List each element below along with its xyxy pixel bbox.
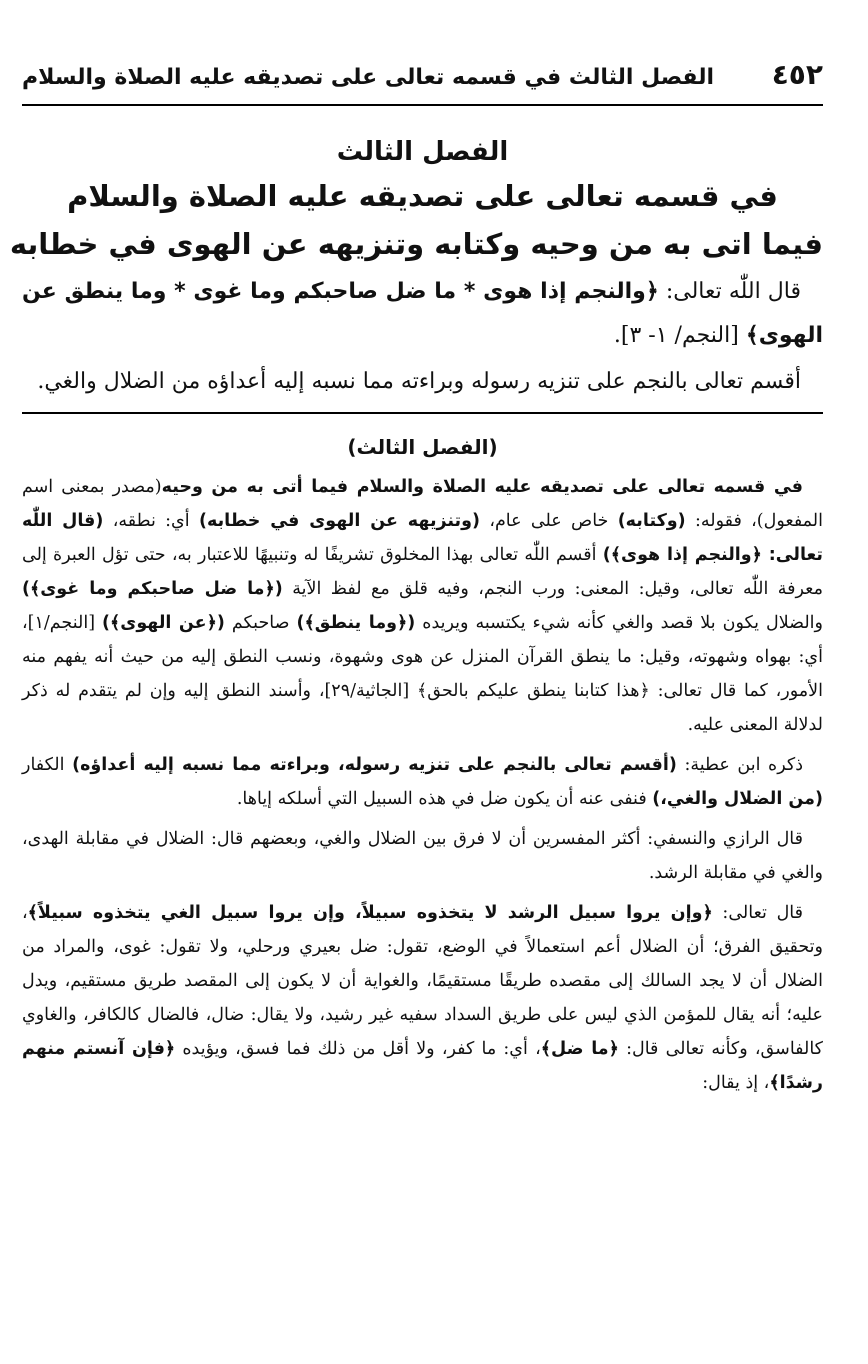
page-header [22, 48, 823, 106]
running-title: الفصل الثالث في قسمه تعالى على تصديقه عليه الصلاة والسلام [22, 65, 715, 90]
commentary-text: في قسمه تعالى على تصديقه عليه الصلاة والسلام فيما أتى به من وحيه [161, 477, 803, 497]
verse-quote: ﴿والنجم إذا هوى * ما ضل صاحبكم وما غوى * وما ينطق عن الهوى﴾ [22, 279, 823, 348]
commentary-text: (﴿عن الهوى﴾) [102, 613, 225, 633]
commentary-text: (مصدر بمعنى اسم المفعول)، فقوله: [22, 477, 823, 531]
commentary-paragraph-3: قال الرازي والنسفي: أكثر المفسرين أن لا فرق بين الضلال والغي، وبعضهم قال: الضلال في مقابلة الهدى، والغي في مقابلة الرشد. [22, 829, 823, 883]
commentary-text: والضلال يكون بلا قصد والغي كأنه شيء يكتسبه ويريده [415, 613, 823, 633]
commentary-text: (وتنزيهه عن الهوى في خطابه) [198, 511, 480, 531]
page-number: ٤٥٢ [771, 58, 823, 91]
commentary-text: أي: نطقه، [103, 511, 199, 531]
commentary-text: ﴿وإن يروا سبيل الرشد لا يتخذوه سبيلاً، وإن يروا سبيل الغي يتخذوه سبيلاً﴾ [27, 903, 713, 923]
commentary-text: خاص على عام، [480, 511, 618, 531]
verse-reference: [النجم/ ١- ٣]. [613, 323, 746, 348]
commentary-text: قال تعالى: [712, 903, 803, 923]
commentary-text: ، أي: ما كفر، ولا أقل من ذلك فما فسق، ويؤيده [175, 1039, 541, 1059]
commentary-text: ﴿ما ضل﴾ [540, 1039, 619, 1059]
chapter-title-line1: في قسمه تعالى على تصديقه عليه الصلاة والسلام [67, 179, 778, 213]
commentary-heading: (الفصل الثالث) [347, 435, 498, 459]
commentary-text: فنفى عنه أن يكون ضل في هذه السبيل التي أسلكه إياها. [236, 789, 653, 809]
main-paragraph-2: أقسم تعالى بالنجم على تنزيه رسوله وبراءته مما نسبه إليه أعداؤه من الضلال والغي. [37, 369, 801, 394]
commentary-text: ﴿فإن آنستم منهم رشدًا﴾ [22, 1039, 823, 1093]
main-paragraph-1 [22, 270, 823, 358]
commentary-paragraph-4 [22, 896, 823, 1100]
commentary-text: (أقسم تعالى بالنجم على تنزيه رسوله، وبراءته مما نسبه إليه أعداؤه) [72, 755, 677, 775]
commentary-paragraph-2 [22, 748, 823, 816]
chapter-label: الفصل الثالث [336, 137, 509, 167]
commentary-text: (وكتابه) [617, 511, 686, 531]
page [9, 48, 824, 1100]
commentary-text: ، وتحقيق الفرق؛ أن الضلال أعم استعمالاً في الوضع، تقول: ضل بعيري ورحلي، ولا تقول: غوى، والمراد من الضلال أن لا يجد السالك إلى مقصده طريقًا مستقيمًا، والغواية أن لا يكون إلى المقصد طريق مستقيم، ويدل عليه؛ أنه يقال للمؤمن الذي ليس على طريق السداد سفيه غير رشيد، ولا يقال: ضال، فالضال كالكافر، والغاوي كالفاسق، وكأنه تعالى قال: [22, 903, 823, 1059]
commentary-text: (﴿ما ضل صاحبكم وما غوى﴾) [22, 579, 283, 599]
commentary-text: (﴿وما ينطق﴾) [296, 613, 416, 633]
chapter-title-line2: فيما اتى به من وحيه وكتابه وتنزيهه عن الهوى في خطابه [9, 227, 823, 261]
commentary-text: ذكره ابن عطية: [676, 755, 803, 775]
commentary-paragraph-1 [22, 470, 823, 742]
commentary-text: صاحبكم [224, 613, 297, 633]
commentary-text: أقسم اللّٰه تعالى بهذا المخلوق تشريفًا له وتنبيهًا للاعتبار به، حتى تؤل العبرة إلى معرفة اللّٰه تعالى، وقيل: المعنى: ورب النجم، وفيه قلق مع لفظ الآية [22, 545, 824, 599]
footnote-divider [22, 412, 823, 414]
commentary-text: (من الضلال والغي،) [652, 789, 823, 809]
commentary-text: [النجم/١]، أي: بهواه وشهوته، وقيل: ما ينطق القرآن المنزل عن هوى وشهوة، ونسب النطق إليه من حيث أنه يفهم منه الأمور، كما قال تعالى: ﴿هذا كتابنا ينطق عليكم بالحق﴾ [الجاثية/٢٩]، وأسند النطق إليه وإن لم يتقدم له ذكر لدلالة المعنى عليه. [22, 613, 823, 735]
commentary-text: (قال اللّٰه تعالى: ﴿والنجم إذا هوى﴾) [22, 511, 823, 565]
verse-intro: قال اللّٰه تعالى: [658, 279, 802, 304]
commentary-text: الكفار [22, 755, 73, 775]
commentary-text: ، إذ يقال: [702, 1073, 770, 1093]
